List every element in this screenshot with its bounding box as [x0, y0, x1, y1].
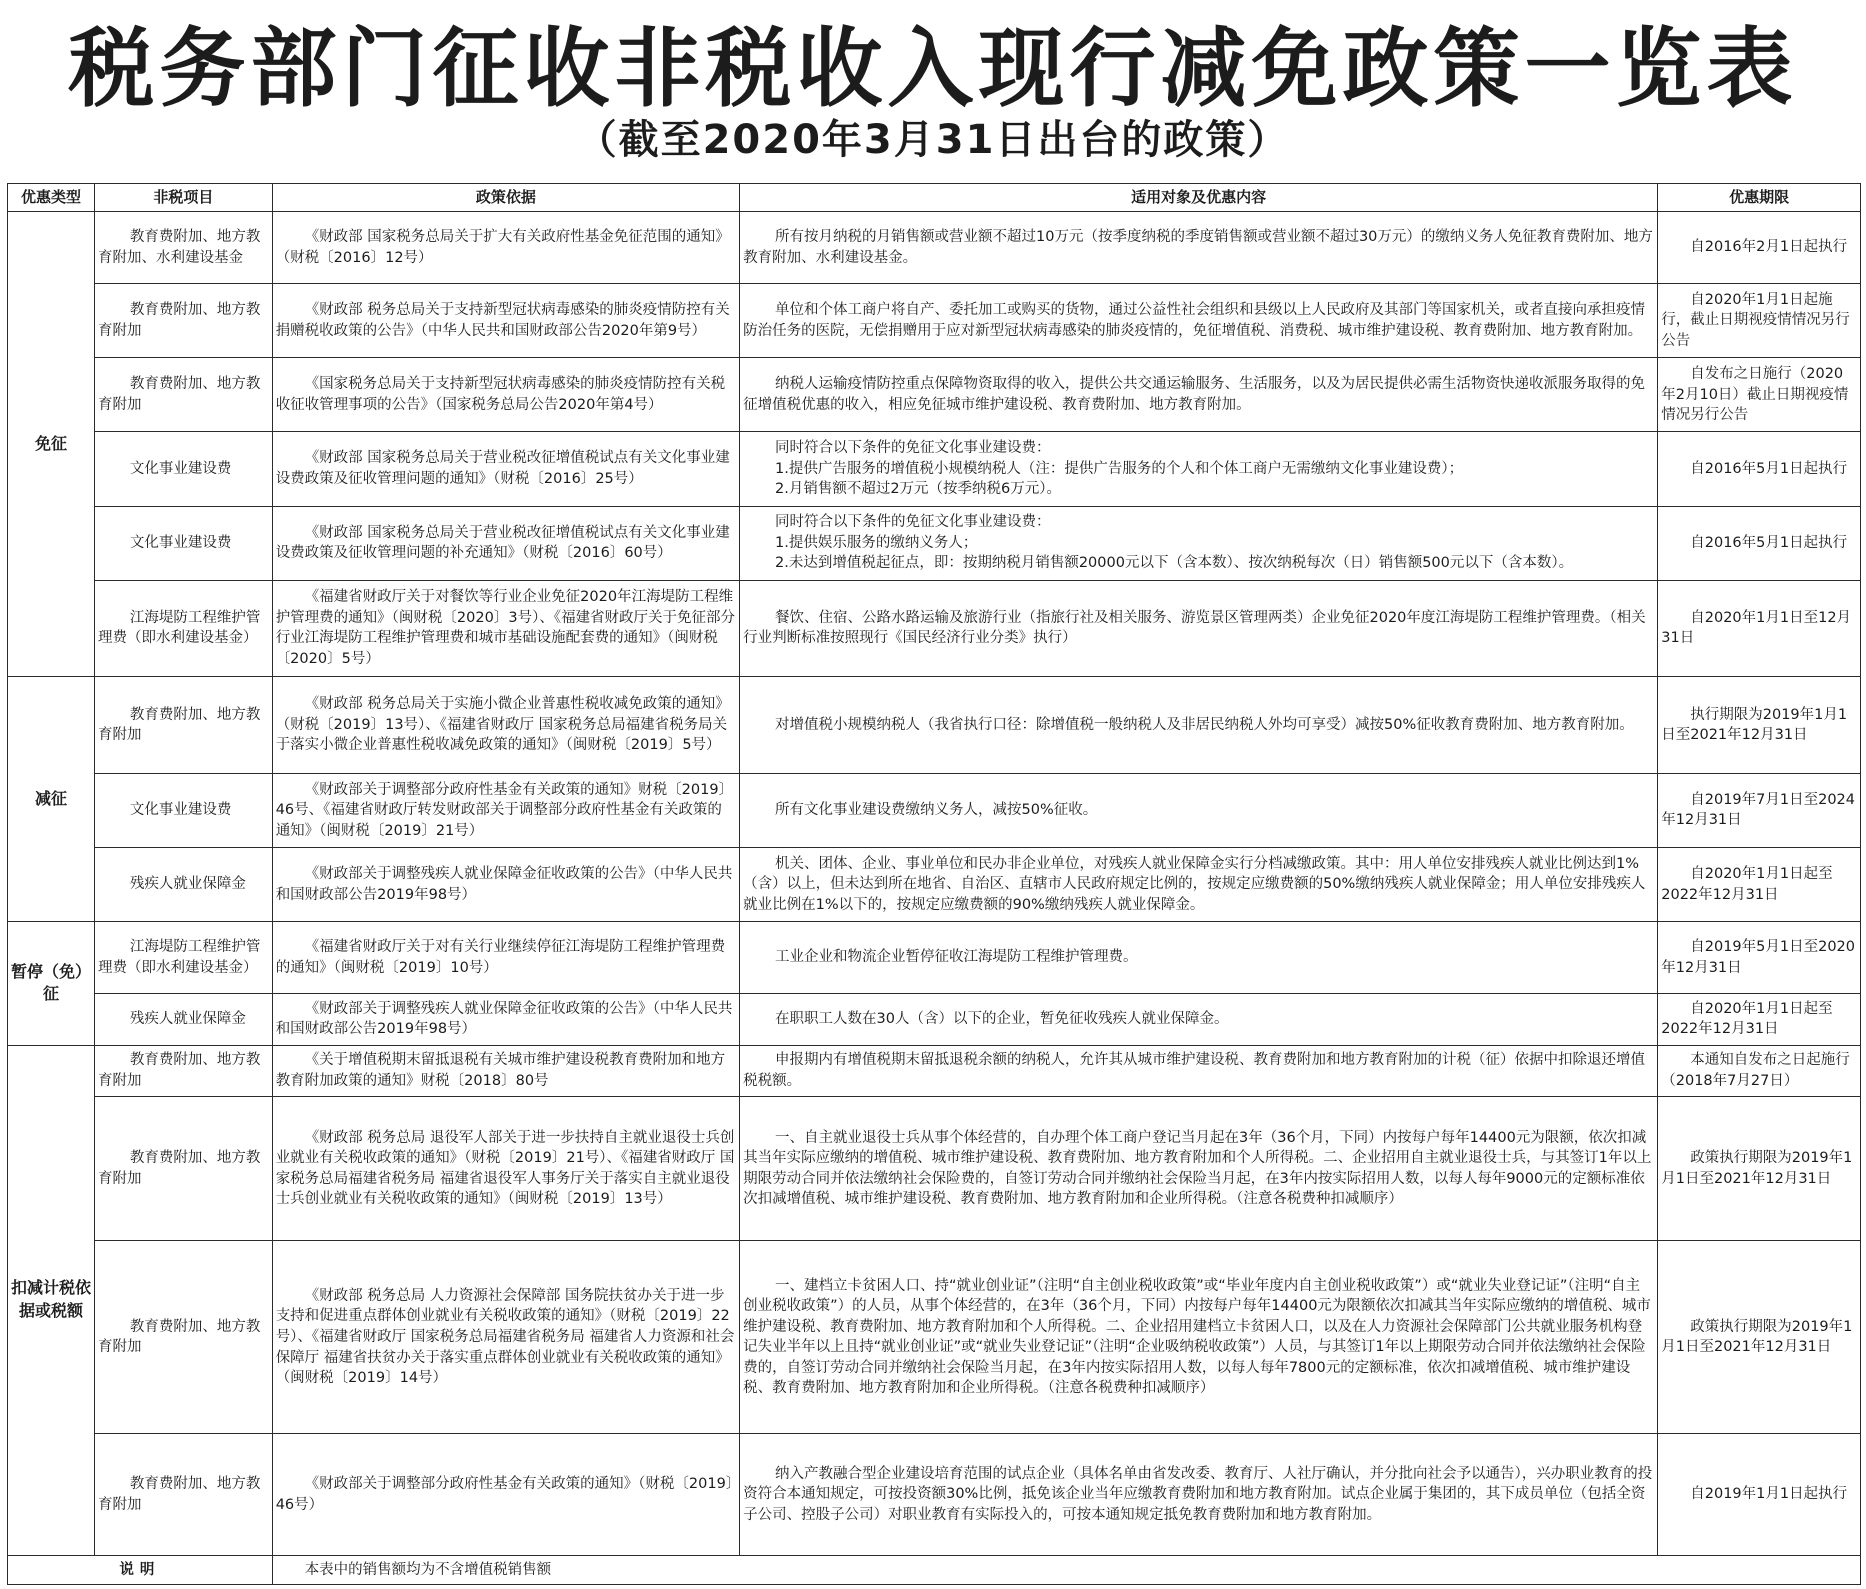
period-cell: 自2016年5月1日起执行 [1658, 506, 1861, 580]
content-cell [740, 848, 1658, 922]
item-cell: 文化事业建设费 [95, 773, 273, 847]
basis-cell: 《财政部 税务总局关于实施小微企业普惠性税收减免政策的通知》（财税〔2019〕13号）、《福建省财政厅 国家税务总局福建省税务局关于落实小微企业普惠性税收减免政策的通知》（闽财税〔2019〕5号） [272, 677, 739, 774]
basis-cell: 《财政部 税务总局 退役军人部关于进一步扶持自主就业退役士兵创业就业有关税收政策的通知》（财税〔2019〕21号）、《福建省财政厅 国家税务总局福建省税务局 福建省退役军人事务厅关于落实自主就业退役士兵创业就业有关税收政策的通知》（闽财税〔2019〕13号） [272, 1097, 739, 1241]
type-cell-deduct: 扣减计税依据或税额 [8, 1045, 95, 1555]
content-cell [740, 506, 1658, 580]
content-line: 一、自主就业退役士兵从事个体经营的，自办理个体工商户登记当月起在3年（36个月，下同）内按每户每年14400元为限额，依次扣减其当年实际应缴纳的增值税、城市维护建设税、教育费附加、地方教育附加和个人所得税。二、企业招用自主就业退役士兵，与其签订1年以上期限劳动合同并依法缴纳社会保险费的，自签订劳动合同并缴纳社会保险当月起，在3年内按实际招用人数，以每人每年9000元的定额标准依次扣减增值税、城市维护建设税、教育费附加、地方教育附加和企业所得税。（注意各税费种扣减顺序） [743, 1129, 1652, 1208]
item-cell: 教育费附加、地方教育附加 [95, 677, 273, 774]
table-row [8, 506, 1861, 580]
item-cell: 教育费附加、地方教育附加 [95, 1434, 273, 1555]
content-line: 在职职工人数在30人（含）以下的企业，暂免征收残疾人就业保障金。 [775, 1011, 1229, 1028]
content-line: 同时符合以下条件的免征文化事业建设费： [775, 514, 1051, 531]
policy-table [7, 183, 1861, 1585]
header-basis: 政策依据 [272, 184, 739, 212]
table-row [8, 773, 1861, 847]
table-row [8, 922, 1861, 994]
item-cell: 教育费附加、地方教育附加 [95, 1097, 273, 1241]
table-row [8, 677, 1861, 774]
item-cell: 文化事业建设费 [95, 432, 273, 506]
basis-cell: 《财政部 国家税务总局关于营业税改征增值税试点有关文化事业建设费政策及征收管理问题的补充通知》（财税〔2016〕60号） [272, 506, 739, 580]
content-line: 工业企业和物流企业暂停征收江海堤防工程维护管理费。 [775, 949, 1138, 966]
content-cell [740, 580, 1658, 677]
type-cell-exempt: 免征 [8, 212, 95, 677]
content-line: 单位和个体工商户将自产、委托加工或购买的货物，通过公益性社会组织和县级以上人民政府及其部门等国家机关，或者直接向承担疫情防治任务的医院，无偿捐赠用于应对新型冠状病毒感染的肺炎疫情的，免征增值税、消费税、城市维护建设税、教育费附加、地方教育附加。 [743, 302, 1645, 339]
table-row [8, 580, 1861, 677]
table-row [8, 848, 1861, 922]
item-cell: 教育费附加、地方教育附加 [95, 284, 273, 358]
table-row [8, 1241, 1861, 1434]
note-text: 本表中的销售额均为不含增值税销售额 [272, 1555, 1860, 1584]
basis-cell: 《财政部关于调整残疾人就业保障金征收政策的公告》（中华人民共和国财政部公告2019年98号） [272, 994, 739, 1046]
period-cell: 自2019年5月1日至2020年12月31日 [1658, 922, 1861, 994]
period-cell: 政策执行期限为2019年1月1日至2021年12月31日 [1658, 1097, 1861, 1241]
basis-cell: 《福建省财政厅关于对有关行业继续停征江海堤防工程维护管理费的通知》（闽财税〔2019〕10号） [272, 922, 739, 994]
period-cell: 自2019年7月1日至2024年12月31日 [1658, 773, 1861, 847]
content-cell [740, 1097, 1658, 1241]
item-cell: 残疾人就业保障金 [95, 994, 273, 1046]
item-cell: 文化事业建设费 [95, 506, 273, 580]
content-cell [740, 677, 1658, 774]
content-cell [740, 773, 1658, 847]
content-line: 餐饮、住宿、公路水路运输及旅游行业（指旅行社及相关服务、游览景区管理两类）企业免征2020年度江海堤防工程维护管理费。（相关行业判断标准按照现行《国民经济行业分类》执行） [743, 609, 1646, 647]
content-line: 纳入产教融合型企业建设培育范围的试点企业（具体名单由省发改委、教育厅、人社厅确认，并分批向社会予以通告），兴办职业教育的投资符合本通知规定，可按投资额30%比例，抵免该企业当年应缴教育费附加和地方教育附加。试点企业属于集团的，其下成员单位（包括全资子公司、控股子公司）对职业教育有实际投入的，可按本通知规定抵免教育费附加和地方教育附加。 [743, 1465, 1653, 1523]
item-cell: 教育费附加、地方教育附加 [95, 1045, 273, 1097]
period-cell: 政策执行期限为2019年1月1日至2021年12月31日 [1658, 1241, 1861, 1434]
basis-cell: 《国家税务总局关于支持新型冠状病毒感染的肺炎疫情防控有关税收征收管理事项的公告》（国家税务总局公告2020年第4号） [272, 358, 739, 432]
header-item: 非税项目 [95, 184, 273, 212]
content-cell [740, 358, 1658, 432]
period-cell: 自2020年1月1日起至2022年12月31日 [1658, 848, 1861, 922]
content-cell [740, 994, 1658, 1046]
table-row [8, 994, 1861, 1046]
content-line: 所有按月纳税的月销售额或营业额不超过10万元（按季度纳税的季度销售额或营业额不超过30万元）的缴纳义务人免征教育费附加、地方教育附加、水利建设基金。 [743, 229, 1653, 266]
content-line: 同时符合以下条件的免征文化事业建设费： [775, 440, 1051, 457]
period-cell: 执行期限为2019年1月1日至2021年12月31日 [1658, 677, 1861, 774]
content-cell [740, 212, 1658, 284]
content-cell [740, 284, 1658, 358]
item-cell: 教育费附加、地方教育附加、水利建设基金 [95, 212, 273, 284]
header-content: 适用对象及优惠内容 [740, 184, 1658, 212]
header-period: 优惠期限 [1658, 184, 1861, 212]
period-cell: 自2019年1月1日起执行 [1658, 1434, 1861, 1555]
period-cell: 自发布之日施行（2020年2月10日）截止日期视疫情情况另行公告 [1658, 358, 1861, 432]
item-cell: 残疾人就业保障金 [95, 848, 273, 922]
note-label: 说明 [8, 1555, 273, 1584]
content-line: 1.提供娱乐服务的缴纳义务人； [775, 534, 978, 551]
note-row [8, 1555, 1861, 1584]
basis-cell: 《财政部 税务总局 人力资源社会保障部 国务院扶贫办关于进一步支持和促进重点群体创业就业有关税收政策的通知》（财税〔2019〕22号）、《福建省财政厅 国家税务总局福建省税务局 福建省人力资源和社会保障厅 福建省扶贫办关于落实重点群体创业就业有关税收政策的通知》（闽财税〔2019〕14号） [272, 1241, 739, 1434]
item-cell: 教育费附加、地方教育附加 [95, 358, 273, 432]
table-row [8, 358, 1861, 432]
table-row [8, 432, 1861, 506]
content-line: 机关、团体、企业、事业单位和民办非企业单位，对残疾人就业保障金实行分档减缴政策。其中：用人单位安排残疾人就业比例达到1%（含）以上，但未达到所在地省、自治区、直辖市人民政府规定比例的，按规定应缴费额的50%缴纳残疾人就业保障金；用人单位安排残疾人就业比例在1%以下的，按规定应缴费额的90%缴纳残疾人就业保障金。 [743, 855, 1646, 913]
period-cell: 自2020年1月1日起施行，截止日期视疫情情况另行公告 [1658, 284, 1861, 358]
content-line: 2.未达到增值税起征点，即：按期纳税月销售额20000元以下（含本数）、按次纳税每次（日）销售额500元以下（含本数）。 [775, 555, 1574, 572]
period-cell: 自2016年5月1日起执行 [1658, 432, 1861, 506]
table-row [8, 1097, 1861, 1241]
period-cell: 自2016年2月1日起执行 [1658, 212, 1861, 284]
content-line: 一、建档立卡贫困人口、持“就业创业证”（注明“自主创业税收政策”或“毕业年度内自主创业税收政策”）或“就业失业登记证”（注明“自主创业税收政策”）的人员，从事个体经营的，在3年（36个月，下同）内按每户每年14400元为限额依次扣减其当年实际应缴纳的增值税、城市维护建设税、教育费附加、地方教育附加和个人所得税。二、企业招用建档立卡贫困人口，以及在人力资源社会保障部门公共就业服务机构登记失业半年以上且持“就业创业证”或“就业失业登记证”（注明“企业吸纳税收政策”）人员，与其签订1年以上期限劳动合同并依法缴纳社会保险费的，自签订劳动合同并缴纳社会保险当月起，在3年内按实际招用人数，以每人每年7800元的定额标准，依次扣减增值税、城市维护建设税、教育费附加、地方教育附加和企业所得税。（注意各税费种扣减顺序） [743, 1277, 1651, 1397]
content-line: 纳税人运输疫情防控重点保障物资取得的收入，提供公共交通运输服务、生活服务，以及为居民提供必需生活物资快递收派服务取得的免征增值税优惠的收入，相应免征城市维护建设税、教育费附加、地方教育附加。 [743, 376, 1645, 413]
type-cell-reduce: 减征 [8, 677, 95, 922]
basis-cell: 《财政部 税务总局关于支持新型冠状病毒感染的肺炎疫情防控有关捐赠税收政策的公告》（中华人民共和国财政部公告2020年第9号） [272, 284, 739, 358]
item-cell: 江海堤防工程维护管理费（即水利建设基金） [95, 580, 273, 677]
content-cell [740, 432, 1658, 506]
basis-cell: 《财政部 国家税务总局关于扩大有关政府性基金免征范围的通知》（财税〔2016〕12号） [272, 212, 739, 284]
table-row [8, 1434, 1861, 1555]
basis-cell: 《关于增值税期末留抵退税有关城市维护建设税教育费附加和地方教育附加政策的通知》财税〔2018〕80号 [272, 1045, 739, 1097]
basis-cell: 《福建省财政厅关于对餐饮等行业企业免征2020年江海堤防工程维护管理费的通知》（闽财税〔2020〕3号）、《福建省财政厅关于免征部分行业江海堤防工程维护管理费和城市基础设施配套费的通知》（闽财税〔2020〕5号） [272, 580, 739, 677]
content-line: 1.提供广告服务的增值税小规模纳税人（注：提供广告服务的个人和个体工商户无需缴纳文化事业建设费）； [775, 460, 1464, 477]
period-cell: 自2020年1月1日起至2022年12月31日 [1658, 994, 1861, 1046]
table-row [8, 284, 1861, 358]
table-row [8, 212, 1861, 284]
page-subtitle: （截至2020年3月31日出台的政策） [576, 117, 1290, 163]
period-cell: 本通知自发布之日起施行（2018年7月27日） [1658, 1045, 1861, 1097]
basis-cell: 《财政部关于调整残疾人就业保障金征收政策的公告》（中华人民共和国财政部公告2019年98号） [272, 848, 739, 922]
content-line: 申报期内有增值税期末留抵退税余额的纳税人，允许其从城市维护建设税、教育费附加和地方教育附加的计税（征）依据中扣除退还增值税税额。 [743, 1052, 1645, 1090]
period-cell: 自2020年1月1日至12月31日 [1658, 580, 1861, 677]
content-line: 2.月销售额不超过2万元（按季纳税6万元）。 [775, 481, 1062, 498]
header-type: 优惠类型 [8, 184, 95, 212]
basis-cell: 《财政部关于调整部分政府性基金有关政策的通知》财税〔2019〕46号、《福建省财政厅转发财政部关于调整部分政府性基金有关政策的通知》（闽财税〔2019〕21号） [272, 773, 739, 847]
content-line: 对增值税小规模纳税人（我省执行口径：除增值税一般纳税人及非居民纳税人外均可享受）减按50%征收教育费附加、地方教育附加。 [775, 716, 1634, 733]
type-cell-suspend: 暂停（免）征 [8, 922, 95, 1046]
table-row [8, 1045, 1861, 1097]
basis-cell: 《财政部 国家税务总局关于营业税改征增值税试点有关文化事业建设费政策及征收管理问题的通知》（财税〔2016〕25号） [272, 432, 739, 506]
item-cell: 江海堤防工程维护管理费（即水利建设基金） [95, 922, 273, 994]
content-cell [740, 922, 1658, 994]
content-cell [740, 1045, 1658, 1097]
page-title: 税务部门征收非税收入现行减免政策一览表 [68, 19, 1798, 119]
content-cell [740, 1434, 1658, 1555]
basis-cell: 《财政部关于调整部分政府性基金有关政策的通知》（财税〔2019〕46号） [272, 1434, 739, 1555]
content-line: 所有文化事业建设费缴纳义务人，减按50%征收。 [775, 802, 1098, 819]
table-header-row [8, 184, 1861, 212]
item-cell: 教育费附加、地方教育附加 [95, 1241, 273, 1434]
content-cell [740, 1241, 1658, 1434]
